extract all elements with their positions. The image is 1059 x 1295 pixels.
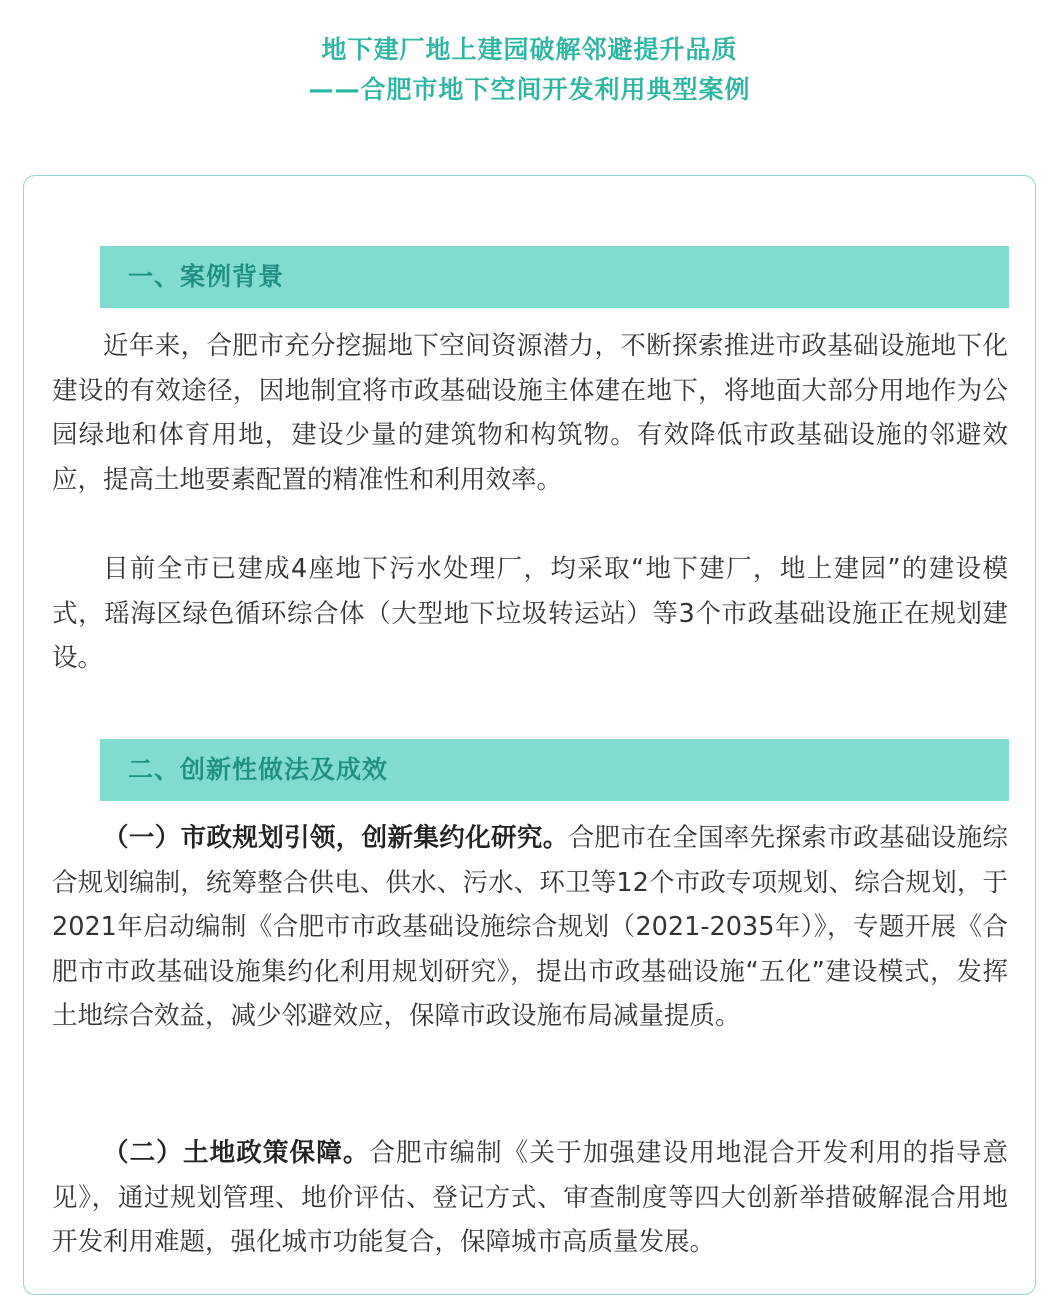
innovation-item-1-text: 合肥市在全国率先探索市政基础设施综合规划编制，统筹整合供电、供水、污水、环卫等12个市政专项规划、综合规划，于2021年启动编制《合肥市市政基础设施综合规划（2021-2035年）》，专题开展《合肥市市政基础设施集约化利用规划研究》，提出市政基础设施“五化”建设模式，发挥土地综合效益，减少邻避效应，保障市政设施布局减量提质。	[52, 823, 1008, 1031]
article-subtitle: ——合肥市地下空间开发利用典型案例	[308, 75, 751, 104]
innovation-item-1	[52, 816, 1008, 1039]
article-title: 地下建厂地上建园破解邻避提升品质	[321, 35, 738, 64]
article-header	[0, 0, 1059, 110]
background-paragraph-1: 近年来，合肥市充分挖掘地下空间资源潜力，不断探索推进市政基础设施地下化建设的有效途径，因地制宜将市政基础设施主体建在地下，将地面大部分用地作为公园绿地和体育用地，建设少量的建筑物和构筑物。有效降低市政基础设施的邻避效应，提高土地要素配置的精准性和利用效率。	[52, 331, 1008, 495]
innovation-item-2-text: 合肥市编制《关于加强建设用地混合开发利用的指导意见》，通过规划管理、地价评估、登记方式、审查制度等四大创新举措破解混合用地开发利用难题，强化城市功能复合，保障城市高质量发展。	[52, 1138, 1008, 1257]
section-heading-innovation: 二、创新性做法及成效	[100, 739, 1009, 801]
innovation-item-2-lead: （二）土地政策保障。	[103, 1138, 370, 1168]
content-card	[23, 175, 1036, 1295]
background-paragraph-2: 目前全市已建成4座地下污水处理厂，均采取“地下建厂，地上建园”的建设模式，瑶海区绿色循环综合体（大型地下垃圾转运站）等3个市政基础设施正在规划建设。	[52, 554, 1008, 673]
section-heading-background: 一、案例背景	[100, 246, 1009, 308]
innovation-item-1-lead: （一）市政规划引领，创新集约化研究。	[103, 823, 569, 853]
innovation-item-2	[52, 1131, 1008, 1265]
